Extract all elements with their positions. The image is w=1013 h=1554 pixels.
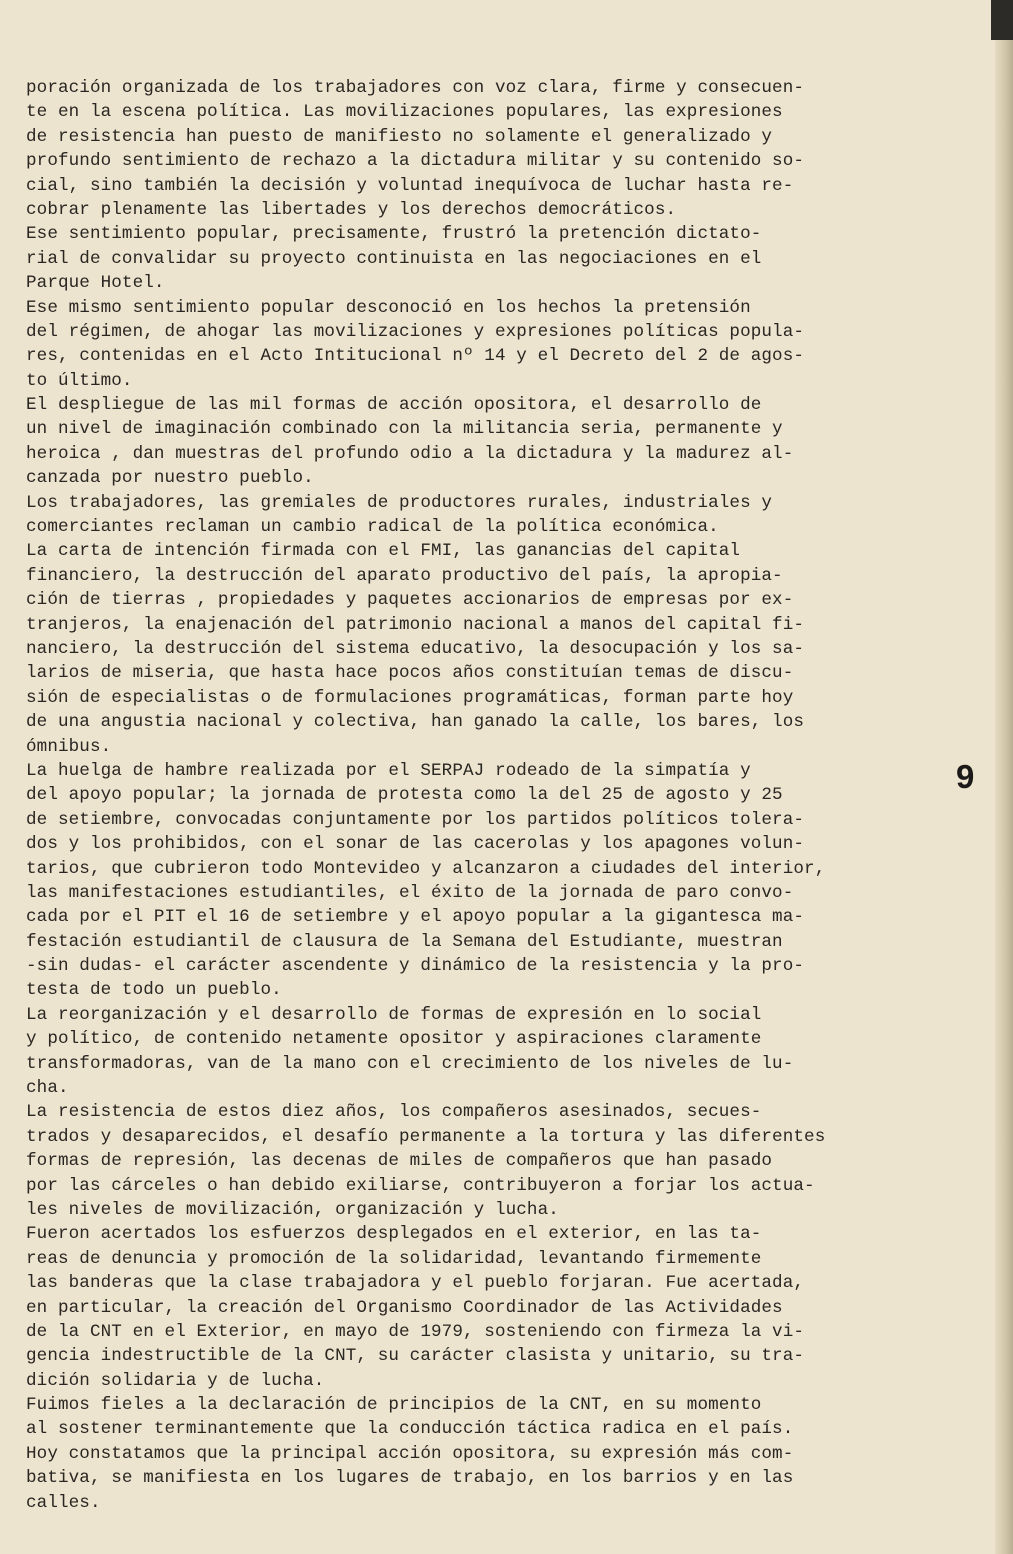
text-line: de una angustia nacional y colectiva, han ganado la calle, los bares, los: [26, 712, 805, 733]
text-line: cada por el PIT el 16 de setiembre y el apoyo popular a la gigantesca ma-: [26, 907, 805, 928]
text-line: un nivel de imaginación combinado con la militancia seria, permanente y: [26, 419, 783, 440]
text-line: y político, de contenido netamente opositor y aspiraciones claramente: [26, 1029, 762, 1050]
page-edge: [995, 0, 1013, 1554]
text-line: de resistencia han puesto de manifiesto no solamente el generalizado y: [26, 126, 773, 147]
text-line: -sin dudas- el carácter ascendente y dinámico de la resistencia y la pro-: [26, 956, 805, 977]
body-text: [26, 76, 946, 1515]
text-line: Ese sentimiento popular, precisamente, frustró la pretención dictato-: [26, 224, 762, 245]
text-line: canzada por nuestro pueblo.: [26, 468, 314, 489]
text-line: transformadoras, van de la mano con el crecimiento de los niveles de lu-: [26, 1053, 794, 1074]
text-line: res, contenidas en el Acto Intitucional nº 14 y el Decreto del 2 de agos-: [26, 346, 805, 367]
text-line: de la CNT en el Exterior, en mayo de 1979, sosteniendo con firmeza la vi-: [26, 1321, 805, 1342]
text-line: cha.: [26, 1078, 69, 1099]
text-line: formas de represión, las decenas de miles de compañeros que han pasado: [26, 1151, 773, 1172]
text-line: las banderas que la clase trabajadora y el pueblo forjaran. Fue acertada,: [26, 1273, 805, 1294]
text-line: El despliegue de las mil formas de acción opositora, el desarrollo de: [26, 395, 762, 416]
text-line: en particular, la creación del Organismo Coordinador de las Actividades: [26, 1297, 783, 1318]
page-number: 9: [956, 758, 975, 795]
text-line: de setiembre, convocadas conjuntamente por los partidos políticos tolera-: [26, 809, 805, 830]
text-line: trados y desaparecidos, el desafío permanente a la tortura y las diferentes: [26, 1126, 826, 1147]
text-line: heroica , dan muestras del profundo odio a la dictadura y la madurez al-: [26, 443, 794, 464]
text-line: al sostener terminantemente que la conducción táctica radica en el país.: [26, 1419, 794, 1440]
text-line: Hoy constatamos que la principal acción opositora, su expresión más com-: [26, 1443, 794, 1464]
text-line: Los trabajadores, las gremiales de productores rurales, industriales y: [26, 492, 773, 513]
text-line: testa de todo un pueblo.: [26, 980, 282, 1001]
text-line: poración organizada de los trabajadores con voz clara, firme y consecuen-: [26, 78, 805, 98]
text-line: profundo sentimiento de rechazo a la dictadura militar y su contenido so-: [26, 151, 805, 172]
text-line: les niveles de movilización, organización y lucha.: [26, 1199, 559, 1220]
text-line: te en la escena política. Las movilizaciones populares, las expresiones: [26, 102, 783, 123]
text-line: cobrar plenamente las libertades y los derechos democráticos.: [26, 199, 677, 220]
text-line: Parque Hotel.: [26, 273, 165, 294]
text-line: ción de tierras , propiedades y paquetes accionarios de empresas por ex-: [26, 590, 794, 611]
text-line: por las cárceles o han debido exiliarse, contribuyeron a forjar los actua-: [26, 1175, 815, 1196]
text-line: del régimen, de ahogar las movilizaciones y expresiones políticas popula-: [26, 321, 805, 342]
text-line: larios de miseria, que hasta hace pocos años constituían temas de discu-: [26, 663, 794, 684]
text-line: La carta de intención firmada con el FMI, las ganancias del capital: [26, 541, 741, 562]
text-line: tranjeros, la enajenación del patrimonio nacional a manos del capital fi-: [26, 614, 805, 635]
text-line: dos y los prohibidos, con el sonar de las cacerolas y los apagones volun-: [26, 834, 805, 855]
text-line: gencia indestructible de la CNT, su carácter clasista y unitario, su tra-: [26, 1346, 805, 1367]
text-line: del apoyo popular; la jornada de protesta como la del 25 de agosto y 25: [26, 785, 783, 806]
text-line: las manifestaciones estudiantiles, el éxito de la jornada de paro convo-: [26, 882, 794, 903]
page-corner-shadow: [991, 0, 1013, 40]
text-line: bativa, se manifiesta en los lugares de trabajo, en los barrios y en las: [26, 1468, 794, 1489]
text-line: to último.: [26, 370, 133, 391]
text-line: dición solidaria y de lucha.: [26, 1370, 325, 1391]
text-line: La huelga de hambre realizada por el SERPAJ rodeado de la simpatía y: [26, 760, 751, 781]
text-line: tarios, que cubrieron todo Montevideo y alcanzaron a ciudades del interior,: [26, 858, 826, 879]
text-line: Fuimos fieles a la declaración de principios de la CNT, en su momento: [26, 1395, 762, 1416]
text-line: cial, sino también la decisión y voluntad inequívoca de luchar hasta re-: [26, 175, 794, 196]
text-line: festación estudiantil de clausura de la Semana del Estudiante, muestran: [26, 931, 783, 952]
text-line: calles.: [26, 1492, 101, 1513]
text-line: Fueron acertados los esfuerzos desplegados en el exterior, en las ta-: [26, 1224, 762, 1245]
text-line: sión de especialistas o de formulaciones programáticas, forman parte hoy: [26, 687, 794, 708]
text-line: rial de convalidar su proyecto continuista en las negociaciones en el: [26, 248, 762, 269]
text-line: La resistencia de estos diez años, los compañeros asesinados, secues-: [26, 1102, 762, 1123]
text-line: La reorganización y el desarrollo de formas de expresión en lo social: [26, 1004, 762, 1025]
text-line: financiero, la destrucción del aparato productivo del país, la apropia-: [26, 565, 783, 586]
text-line: ómnibus.: [26, 736, 112, 757]
text-line: nanciero, la destrucción del sistema educativo, la desocupación y los sa-: [26, 638, 805, 659]
text-line: reas de denuncia y promoción de la solidaridad, levantando firmemente: [26, 1248, 762, 1269]
text-line: Ese mismo sentimiento popular desconoció en los hechos la pretensión: [26, 297, 751, 318]
text-line: comerciantes reclaman un cambio radical de la política económica.: [26, 517, 719, 538]
